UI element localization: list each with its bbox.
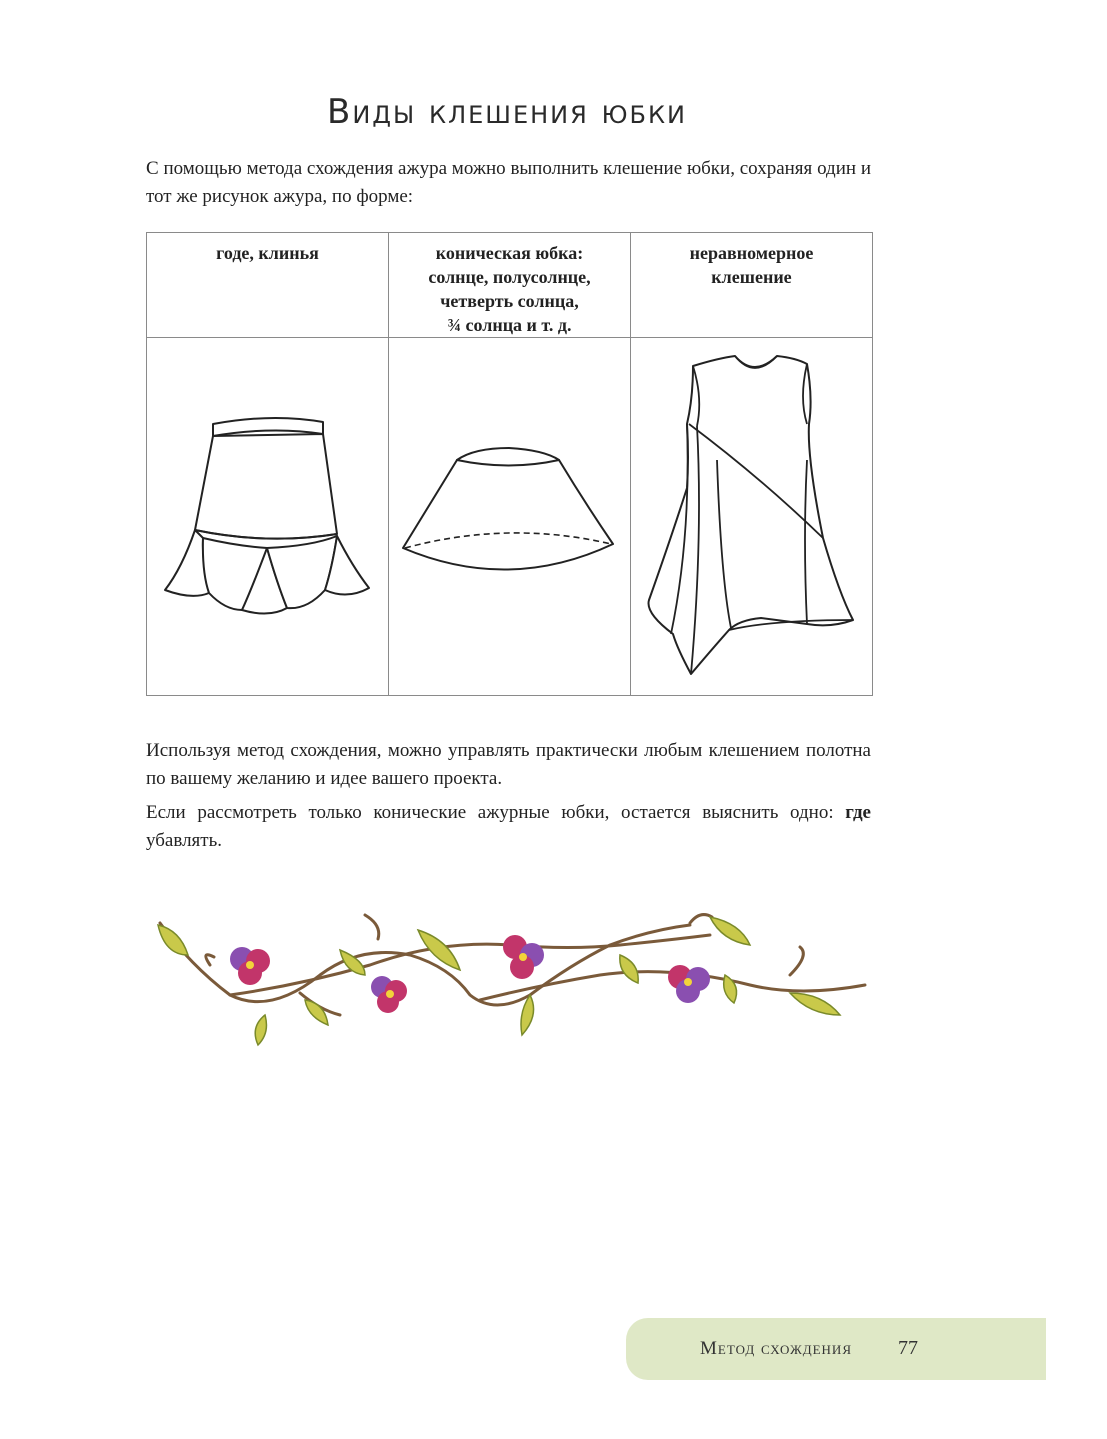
para2-text-before: Если рассмотреть только конические ажурные юбки, остается выяснить одно: — [146, 802, 846, 823]
page-title: Виды клешения юбки — [327, 92, 687, 132]
header-uneven — [631, 233, 873, 338]
flare-types-table — [146, 232, 873, 696]
header-line: солнце, полусолнце, — [428, 267, 591, 287]
cell-conical — [389, 338, 631, 696]
circle-skirt-drawing — [389, 338, 630, 695]
header-line: ¾ солнца и т. д. — [447, 315, 572, 335]
para2-text-after: убавлять. — [146, 830, 223, 851]
header-gode — [147, 233, 389, 338]
where-paragraph — [146, 799, 871, 855]
header-line: неравномерное — [689, 243, 814, 263]
intro-paragraph: С помощью метода схождения ажура можно выполнить клешение юбки, сохраняя один и тот же рисунок ажура, по форме: — [146, 158, 871, 207]
table-illustration-row — [147, 338, 873, 696]
page-number: 77 — [898, 1337, 918, 1359]
flower-2 — [371, 976, 407, 1013]
header-line: клешение — [711, 267, 792, 287]
footer-chapter-label: Метод схождения — [700, 1338, 852, 1359]
header-line: четверть солнца, — [440, 291, 579, 311]
uneven-dress-drawing — [631, 338, 872, 695]
cell-uneven — [631, 338, 873, 696]
cell-gode — [147, 338, 389, 696]
table-header-row — [147, 233, 873, 338]
header-conical — [389, 233, 631, 338]
flower-4 — [668, 965, 710, 1003]
flower-3 — [503, 935, 544, 979]
method-paragraph: Используя метод схождения, можно управлять практически любым клешением полотна по вашему желанию и идее вашего проекта. — [146, 740, 871, 789]
floral-garland-decoration — [150, 905, 875, 1055]
gode-skirt-drawing — [147, 338, 388, 695]
header-line: годе, клинья — [216, 243, 319, 263]
flower-1 — [230, 947, 270, 985]
header-line: коническая юбка: — [435, 243, 584, 263]
para2-bold-word: где — [845, 802, 871, 823]
